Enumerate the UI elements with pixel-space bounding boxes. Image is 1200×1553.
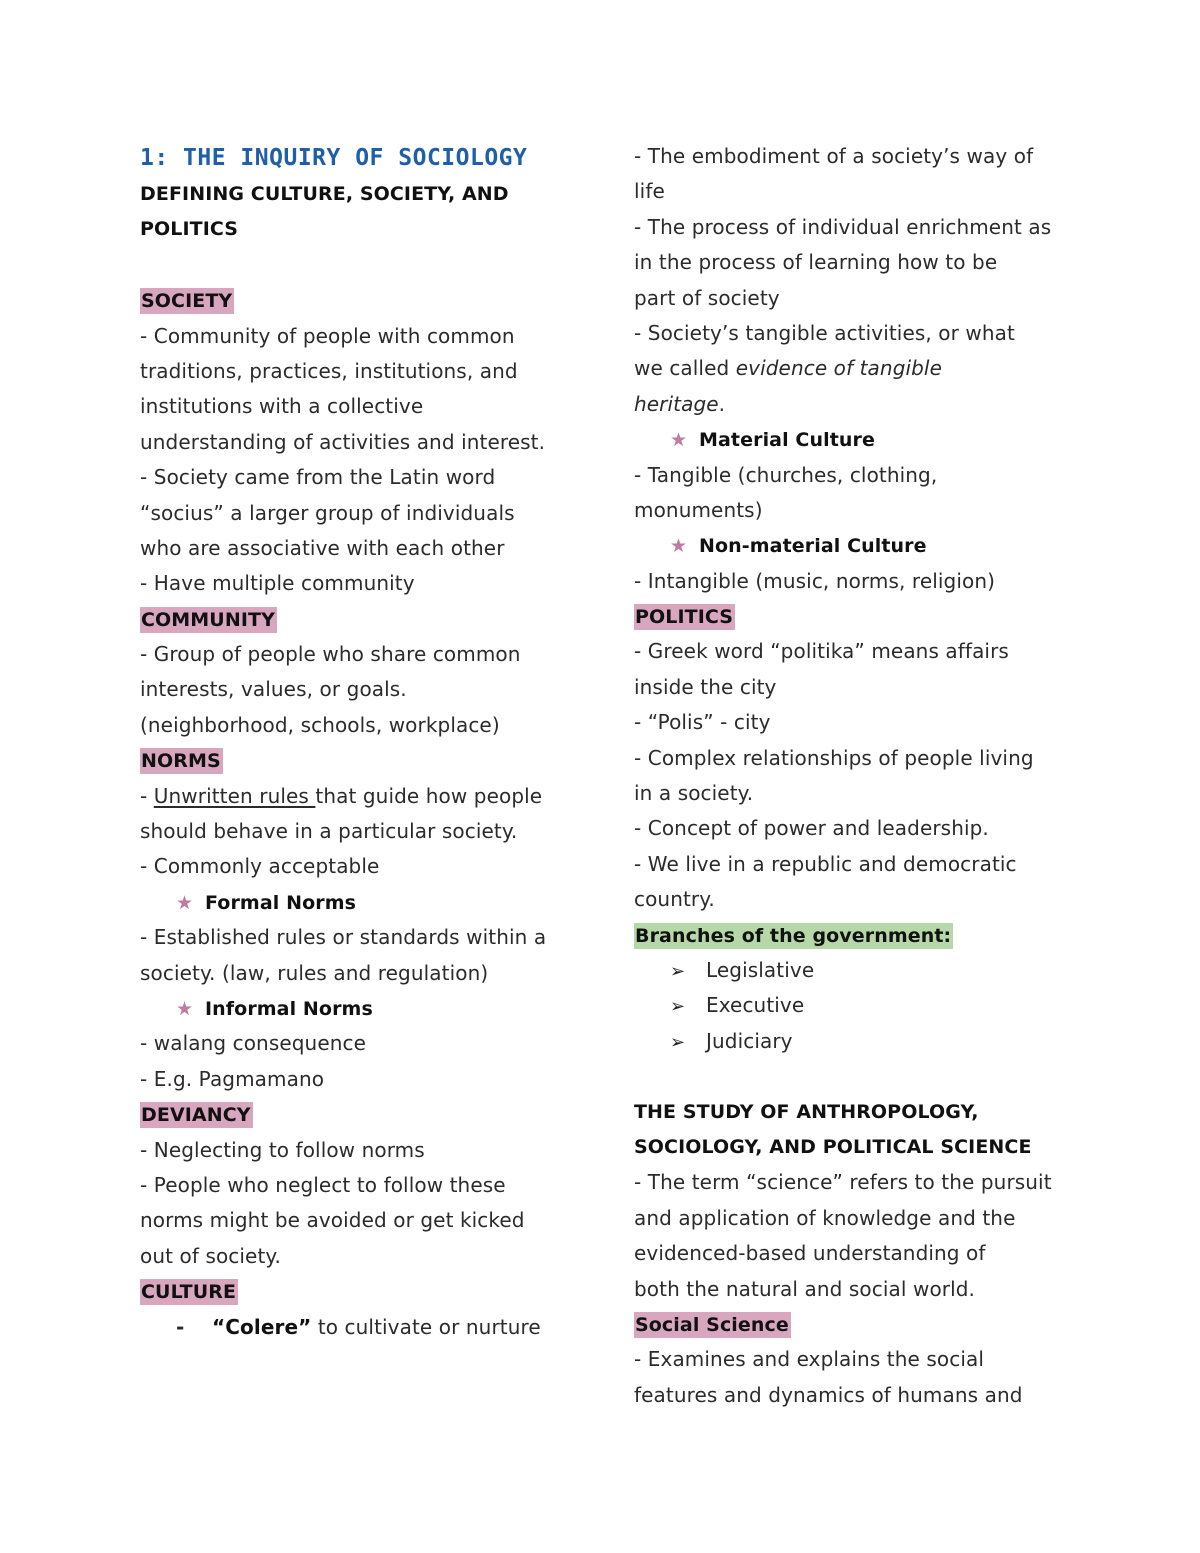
deviancy-line: - People who neglect to follow these — [140, 1172, 506, 1197]
star-icon: ★ — [670, 429, 688, 452]
material-culture-label: Material Culture — [699, 429, 875, 452]
branch-label: Legislative — [706, 957, 815, 982]
branch-item — [634, 953, 1074, 988]
branches-heading-row — [634, 918, 1074, 953]
material-culture-line: monuments) — [634, 497, 763, 522]
nonmaterial-culture-label: Non-material Culture — [699, 535, 927, 558]
society-heading: SOCIETY — [141, 290, 233, 313]
culture-line: - The process of individual enrichment as — [634, 214, 1052, 239]
society-line: - Society came from the Latin word — [140, 465, 496, 490]
left-column — [140, 139, 580, 1345]
deviancy-line: out of society. — [140, 1243, 281, 1268]
evidence-italic: evidence of tangible — [735, 356, 942, 381]
informal-norms-line: - E.g. Pagmamano — [140, 1066, 325, 1091]
norms-heading-row — [140, 743, 580, 778]
norms-line — [140, 779, 580, 814]
formal-norms-line: - Established rules or standards within a — [140, 925, 547, 950]
dash-bullet: - — [176, 1314, 185, 1339]
page-title: 1: THE INQUIRY OF SOCIOLOGY — [140, 145, 528, 171]
culture-colere-item — [140, 1310, 580, 1345]
deviancy-line: norms might be avoided or get kicked — [140, 1208, 525, 1233]
informal-norms-line: - walang consequence — [140, 1031, 367, 1056]
society-line: who are associative with each other — [140, 535, 505, 560]
colere-term: “Colere” — [212, 1314, 312, 1339]
colere-definition: to cultivate or nurture — [311, 1314, 541, 1339]
culture-line: part of society — [634, 285, 780, 310]
community-line: (neighborhood, schools, workplace) — [140, 712, 500, 737]
formal-norms-bullet — [140, 885, 580, 920]
material-culture-bullet — [634, 422, 1074, 457]
heritage-italic: heritage — [634, 391, 719, 416]
society-line: institutions with a collective — [140, 394, 424, 419]
politics-line: - We live in a republic and democratic — [634, 851, 1017, 876]
politics-line: in a society. — [634, 781, 754, 806]
politics-line: - Greek word “politika” means affairs — [634, 639, 1009, 664]
social-science-heading-row — [634, 1307, 1074, 1342]
star-icon: ★ — [176, 891, 194, 914]
branch-item — [634, 988, 1074, 1023]
politics-line: - Complex relationships of people living — [634, 745, 1034, 770]
society-line: “socius” a larger group of individuals — [140, 500, 515, 525]
right-column — [634, 139, 1074, 1413]
branch-item — [634, 1024, 1074, 1059]
heritage-line — [634, 387, 1074, 422]
politics-line: - “Polis” - city — [634, 710, 771, 735]
nonmaterial-culture-bullet — [634, 528, 1074, 563]
social-science-line: features and dynamics of humans and — [634, 1382, 1023, 1407]
deviancy-line: - Neglecting to follow norms — [140, 1137, 425, 1162]
study-heading-line-2: SOCIOLOGY, AND POLITICAL SCIENCE — [634, 1135, 1032, 1158]
evidence-prefix: we called — [634, 356, 736, 381]
star-icon: ★ — [176, 997, 194, 1020]
formal-norms-label: Formal Norms — [205, 891, 357, 914]
culture-line: life — [634, 179, 665, 204]
branch-label: Judiciary — [706, 1028, 793, 1053]
nonmaterial-culture-line: - Intangible (music, norms, religion) — [634, 568, 996, 593]
section-subtitle-line-1: DEFINING CULTURE, SOCIETY, AND — [140, 183, 509, 205]
norms-line: should behave in a particular society. — [140, 819, 518, 844]
unwritten-rules-underlined: Unwritten rules — [153, 783, 316, 808]
study-line: - The term “science” refers to the pursuit — [634, 1170, 1052, 1195]
social-science-heading: Social Science — [635, 1313, 789, 1336]
society-line: understanding of activities and interest. — [140, 429, 546, 454]
arrow-bullet-icon: ➢ — [670, 996, 686, 1018]
community-heading: COMMUNITY — [141, 608, 275, 631]
society-line: traditions, practices, institutions, and — [140, 358, 518, 383]
study-heading-line-1: THE STUDY OF ANTHROPOLOGY, — [634, 1100, 979, 1123]
section-subtitle-line-2: POLITICS — [140, 218, 239, 241]
deviancy-heading: DEVIANCY — [141, 1104, 251, 1127]
politics-line: country. — [634, 887, 715, 912]
culture-line: - The embodiment of a society’s way of — [634, 144, 1034, 168]
culture-line: in the process of learning how to be — [634, 250, 998, 275]
politics-heading: POLITICS — [635, 606, 734, 629]
society-heading-row — [140, 283, 580, 318]
society-line: - Have multiple community — [140, 571, 415, 596]
spacer — [140, 248, 580, 283]
norms-line-rest: that guide how people — [315, 783, 543, 808]
politics-line: - Concept of power and leadership. — [634, 816, 989, 841]
social-science-line: - Examines and explains the social — [634, 1347, 984, 1372]
heritage-suffix: . — [718, 391, 726, 416]
politics-heading-row — [634, 599, 1074, 634]
formal-norms-line: society. (law, rules and regulation) — [140, 960, 489, 985]
material-culture-line: - Tangible (churches, clothing, — [634, 462, 938, 487]
community-line: - Group of people who share common — [140, 642, 521, 667]
culture-heading: CULTURE — [141, 1281, 237, 1304]
culture-line: - Society’s tangible activities, or what — [634, 320, 1015, 345]
norms-line: - Commonly acceptable — [140, 854, 380, 879]
spacer — [634, 1059, 1074, 1094]
community-heading-row — [140, 602, 580, 637]
norms-line-prefix: - — [140, 783, 154, 808]
study-line: both the natural and social world. — [634, 1276, 976, 1301]
politics-line: inside the city — [634, 674, 777, 699]
study-line: and application of knowledge and the — [634, 1205, 1016, 1230]
arrow-bullet-icon: ➢ — [670, 960, 686, 982]
society-line: - Community of people with common — [140, 323, 515, 348]
community-line: interests, values, or goals. — [140, 677, 407, 702]
star-icon: ★ — [670, 535, 688, 558]
deviancy-heading-row — [140, 1097, 580, 1132]
informal-norms-label: Informal Norms — [205, 997, 373, 1020]
informal-norms-bullet — [140, 991, 580, 1026]
branches-heading: Branches of the government: — [635, 924, 952, 947]
branch-label: Executive — [706, 993, 805, 1018]
arrow-bullet-icon: ➢ — [670, 1031, 686, 1053]
study-line: evidenced-based understanding of — [634, 1241, 986, 1266]
norms-heading: NORMS — [141, 750, 221, 773]
culture-heading-row — [140, 1274, 580, 1309]
evidence-line — [634, 351, 1074, 386]
